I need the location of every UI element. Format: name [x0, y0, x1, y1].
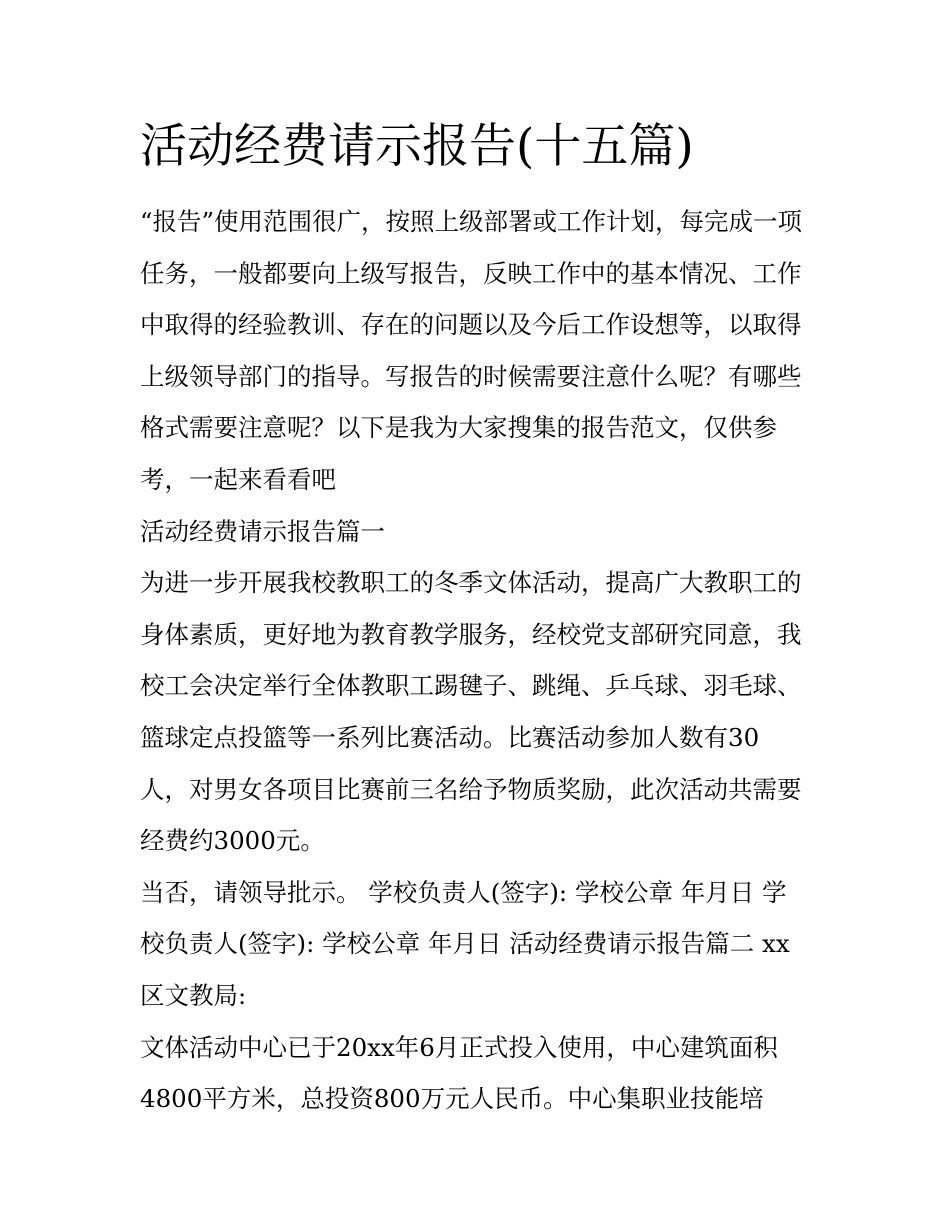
text-line: 任务，一般都要向上级写报告，反映工作中的基本情况、工作 — [140, 258, 802, 288]
text-line: 格式需要注意呢？以下是我为大家搜集的报告范文，仅供参 — [140, 413, 777, 443]
text-line: 校工会决定举行全体教职工踢毽子、跳绳、乒乓球、羽毛球、 — [140, 671, 802, 701]
text-line: 身体素质，更好地为教育教学服务，经校党支部研究同意，我 — [140, 619, 802, 649]
text-line: 篮球定点投篮等一系列比赛活动。比赛活动参加人数有30 — [140, 722, 760, 752]
text-line: 4800平方米，总投资800万元人民币。中心集职业技能培 — [140, 1084, 764, 1114]
text-line: 中取得的经验教训、存在的问题以及今后工作设想等，以取得 — [140, 310, 802, 340]
text-line: 考，一起来看看吧 — [140, 464, 336, 494]
text-line: 当否，请领导批示。 学校负责人(签字): 学校公章 年月日 学 — [140, 877, 787, 907]
text-line: 区文教局: — [140, 980, 247, 1010]
text-line: 校负责人(签字): 学校公章 年月日 活动经费请示报告篇二 xx — [140, 929, 790, 959]
document-title: 活动经费请示报告(十五篇) — [140, 119, 694, 174]
text-line: 人，对男女各项目比赛前三名给予物质奖励，此次活动共需要 — [140, 774, 802, 804]
document-body — [140, 196, 812, 1125]
text-line: 经费约3000元。 — [140, 826, 325, 856]
text-line: 上级领导部门的指导。写报告的时候需要注意什么呢？有哪些 — [140, 361, 802, 391]
section-heading: 活动经费请示报告篇一 — [140, 516, 385, 546]
text-line: “报告”使用范围很广，按照上级部署或工作计划，每完成一项 — [140, 207, 803, 236]
text-line: 为进一步开展我校教职工的冬季文体活动，提高广大教职工的 — [140, 568, 802, 598]
text-line: 文体活动中心已于20xx年6月正式投入使用，中心建筑面积 — [140, 1032, 778, 1062]
